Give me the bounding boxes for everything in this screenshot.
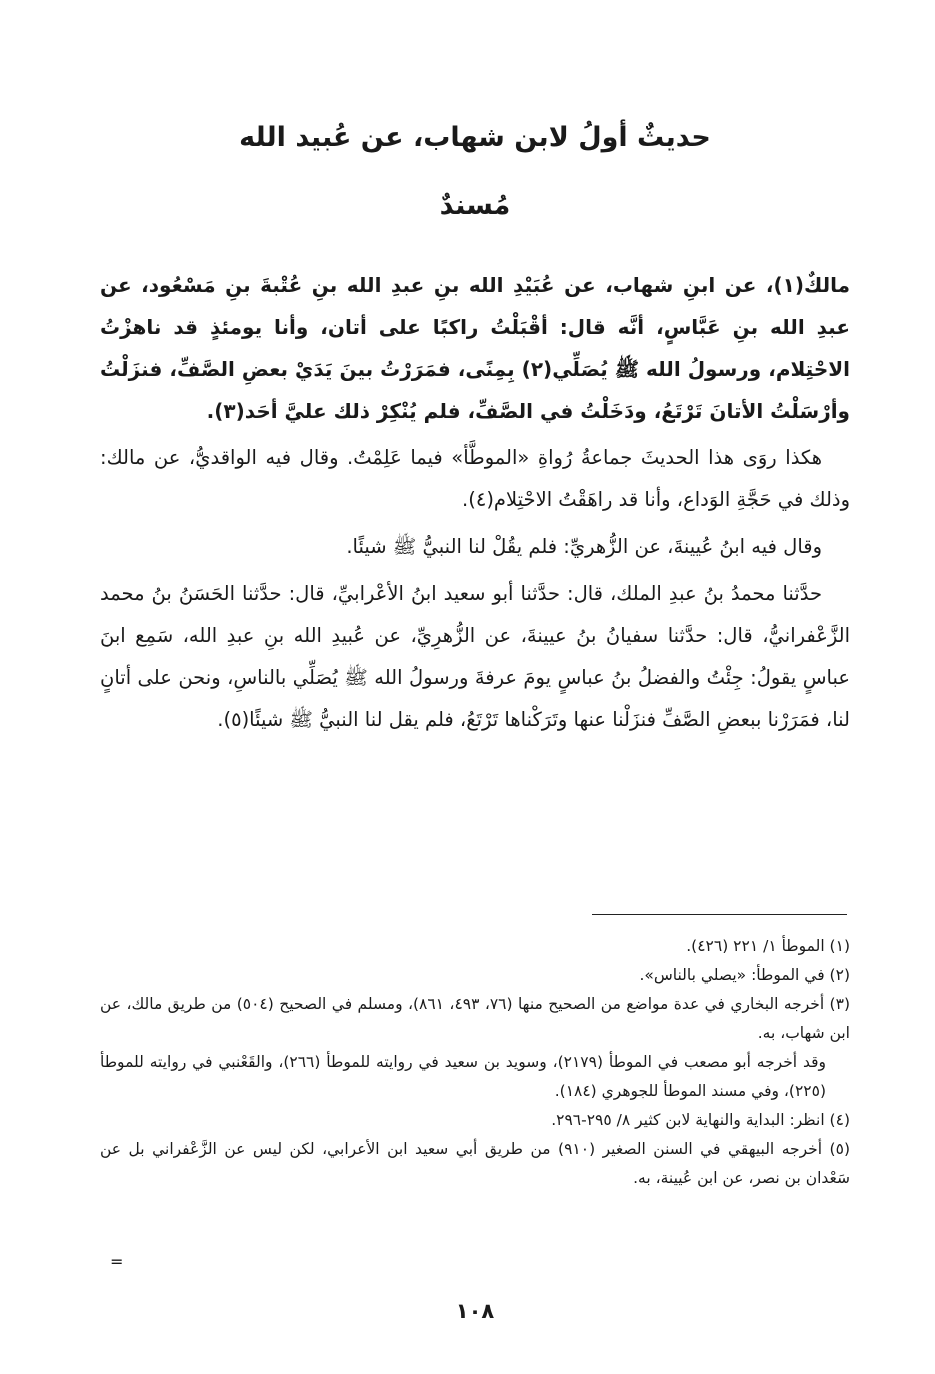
footnotes xyxy=(100,932,850,1193)
footnote-1: (١) الموطأ ١/ ٢٢١ (٤٢٦). xyxy=(686,937,850,955)
footnote-separator xyxy=(592,914,847,915)
footnote-4: (٤) انظر: البداية والنهاية لابن كثير ٨/ ٢٩٥-٢٩٦. xyxy=(551,1111,850,1129)
chapter-title: حديثٌ أولُ لابن شهاب، عن عُبيد الله xyxy=(239,122,711,153)
book-page xyxy=(100,0,850,1374)
footnote-5: (٥) أخرجه البيهقي في السنن الصغير (٩١٠) من طريق أبي سعيد ابن الأعرابي، لكن ليس عن الزَّعْفراني بل عن سَعْدان بن نصر، عن ابن عُيينة، به. xyxy=(100,1140,850,1187)
page-number: ١٠٨ xyxy=(455,1299,495,1323)
footnote-2: (٢) في الموطأ: «يصلي بالناس». xyxy=(639,966,850,984)
main-text xyxy=(100,264,850,741)
commentary-paragraph-1: هكذا روَى هذا الحديثَ جماعةُ رُواةِ «الموطَّأ» فيما عَلِمْتُ. وقال فيه الواقديُّ، عن مالك: وذلك في حَجَّةِ الوَداع، وأنا قد راهَقْتُ الاحْتِلام(٤). xyxy=(100,446,850,511)
footnote-3: (٣) أخرجه البخاري في عدة مواضع من الصحيح منها (٧٦، ٤٩٣، ٨٦١)، ومسلم في الصحيح (٥٠٤) من طريق مالك، عن ابن شهاب، به. xyxy=(100,995,850,1042)
commentary-paragraph-2: وقال فيه ابنُ عُيينةَ، عن الزُّهريِّ: فلم يقُلْ لنا النبيُّ ﷺ شيئًا. xyxy=(346,535,822,558)
hadith-text-paragraph: مالكٌ(١)، عن ابنِ شهاب، عن عُبَيْدِ الله بنِ عبدِ الله بنِ عُتْبةَ بنِ مَسْعُود، عن عبدِ الله بنِ عَبَّاسٍ، أنَّه قال: أقْبَلْتُ راكبًا على أتان، وأنا يومئذٍ قد ناهزْتُ الاحْتِلام، ورسولُ الله ﷺ يُصَلِّي(٢) بِمِنًى، فمَرَرْتُ بينَ يَدَيْ بعضِ الصَّفِّ، فنزَلْتُ وأرْسَلْتُ الأتانَ تَرْتَعُ، ودَخَلْتُ في الصَّفِّ، فلم يُنْكِرْ ذلك عليَّ أحَد(٣). xyxy=(100,273,851,423)
footnote-3-continued: وقد أخرجه أبو مصعب في الموطأ (٢١٧٩)، وسويد بن سعيد في روايته للموطأ (٢٦٦)، والقَعْنبي في روايته للموطأ (٢٢٥)، وفي مسند الموطأ للجوهري (١٨٤). xyxy=(100,1053,826,1100)
commentary-paragraph-3: حدَّثنا محمدُ بنُ عبدِ الملك، قال: حدَّثنا أبو سعيد ابنُ الأعْرابيِّ، قال: حدَّثنا الحَسَنُ بنُ محمد الزَّعْفرانيُّ، قال: حدَّثنا سفيانُ بنُ عيينةَ، عن الزُّهرِيِّ، عن عُبيدِ الله بنِ عبدِ الله، سَمِع ابنَ عباسٍ يقولُ: جِئْتُ والفضلُ بنُ عباسٍ يومَ عرفةَ ورسولُ الله ﷺ يُصَلِّي بالناسِ، ونحن على أتانٍ لنا، فمَرَرْنا ببعضِ الصَّفِّ فنزَلْنا عنها وتَرَكْناها تَرْتَعُ، فلم يقل لنا النبيُّ ﷺ شيئًا(٥). xyxy=(100,582,850,731)
chapter-subtitle: مُسندٌ xyxy=(439,190,511,221)
continuation-mark: = xyxy=(110,1252,124,1271)
